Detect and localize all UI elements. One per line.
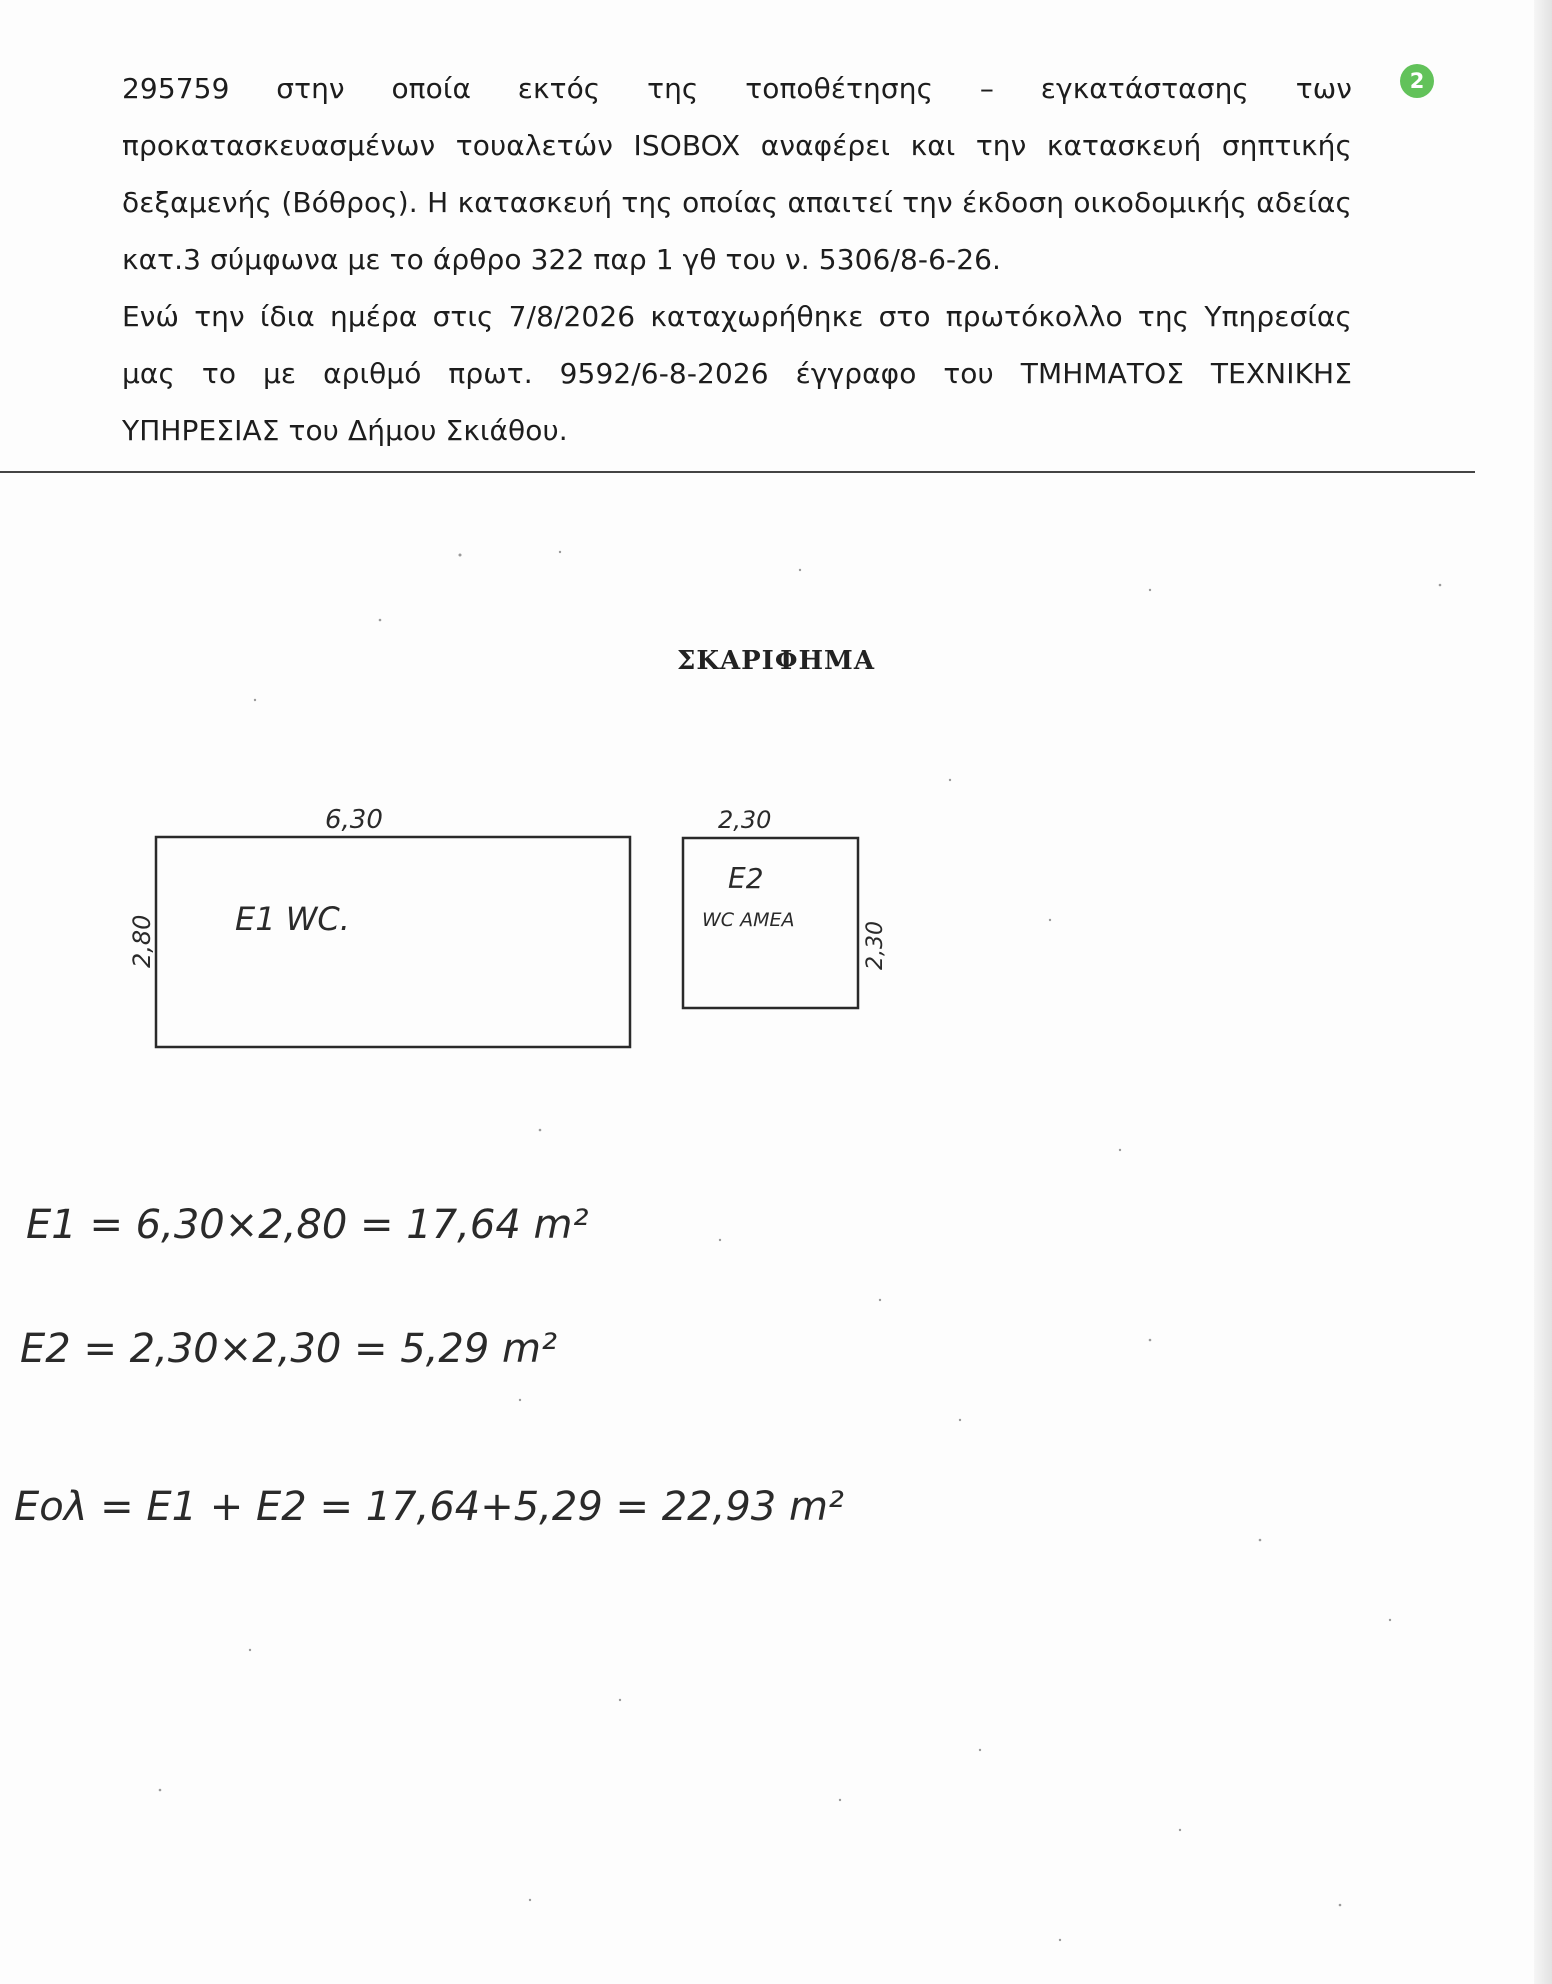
rect-e2-height-label: 2,30: [863, 921, 888, 970]
paragraph-1: 295759 στην οποία εκτός της τοποθέτησης – εγκατάστασης των προκατασκευασμένων τουαλετών ISOBOX αναφέρει και την κατασκευή σηπτικής δεξαμενής (Βόθρος). Η κατασκευή της οποίας απαιτεί την έκδοση οικοδομικής αδείας κατ.3 σύμφωνα με το άρθρο 322 παρ 1 γθ του ν. 5306/8-6-26.: [122, 72, 1352, 276]
rect-e1-height-label: 2,80: [128, 914, 156, 968]
rect-e1-width-label: 6,30: [325, 805, 383, 835]
rect-e1-name: Ε1 WC.: [235, 900, 350, 938]
formula-e2: Ε2 = 2,30×2,30 = 5,29 m²: [20, 1326, 558, 1372]
formula-e1: Ε1 = 6,30×2,80 = 17,64 m²: [26, 1202, 589, 1248]
rect-e2-name: Ε2: [728, 862, 764, 895]
rect-e2-subname: WC ΑΜΕΑ: [702, 909, 795, 931]
paragraph-2: Ενώ την ίδια ημέρα στις 7/8/2026 καταχωρήθηκε στο πρωτόκολλο της Υπηρεσίας μας το με αριθμό πρωτ. 9592/6-8-2026 έγγραφο του ΤΜΗΜΑΤΟΣ ΤΕΧΝΙΚΗΣ ΥΠΗΡΕΣΙΑΣ του Δήμου Σκιάθου.: [122, 300, 1352, 447]
rect-e2-width-label: 2,30: [718, 806, 772, 834]
formula-total: Εολ = Ε1 + Ε2 = 17,64+5,29 = 22,93 m²: [14, 1484, 844, 1530]
sketch-heading: ΣΚΑΡΙΦΗΜΑ: [676, 646, 876, 676]
page-number-badge: 2: [1400, 64, 1434, 98]
rect-e1: [156, 837, 630, 1047]
